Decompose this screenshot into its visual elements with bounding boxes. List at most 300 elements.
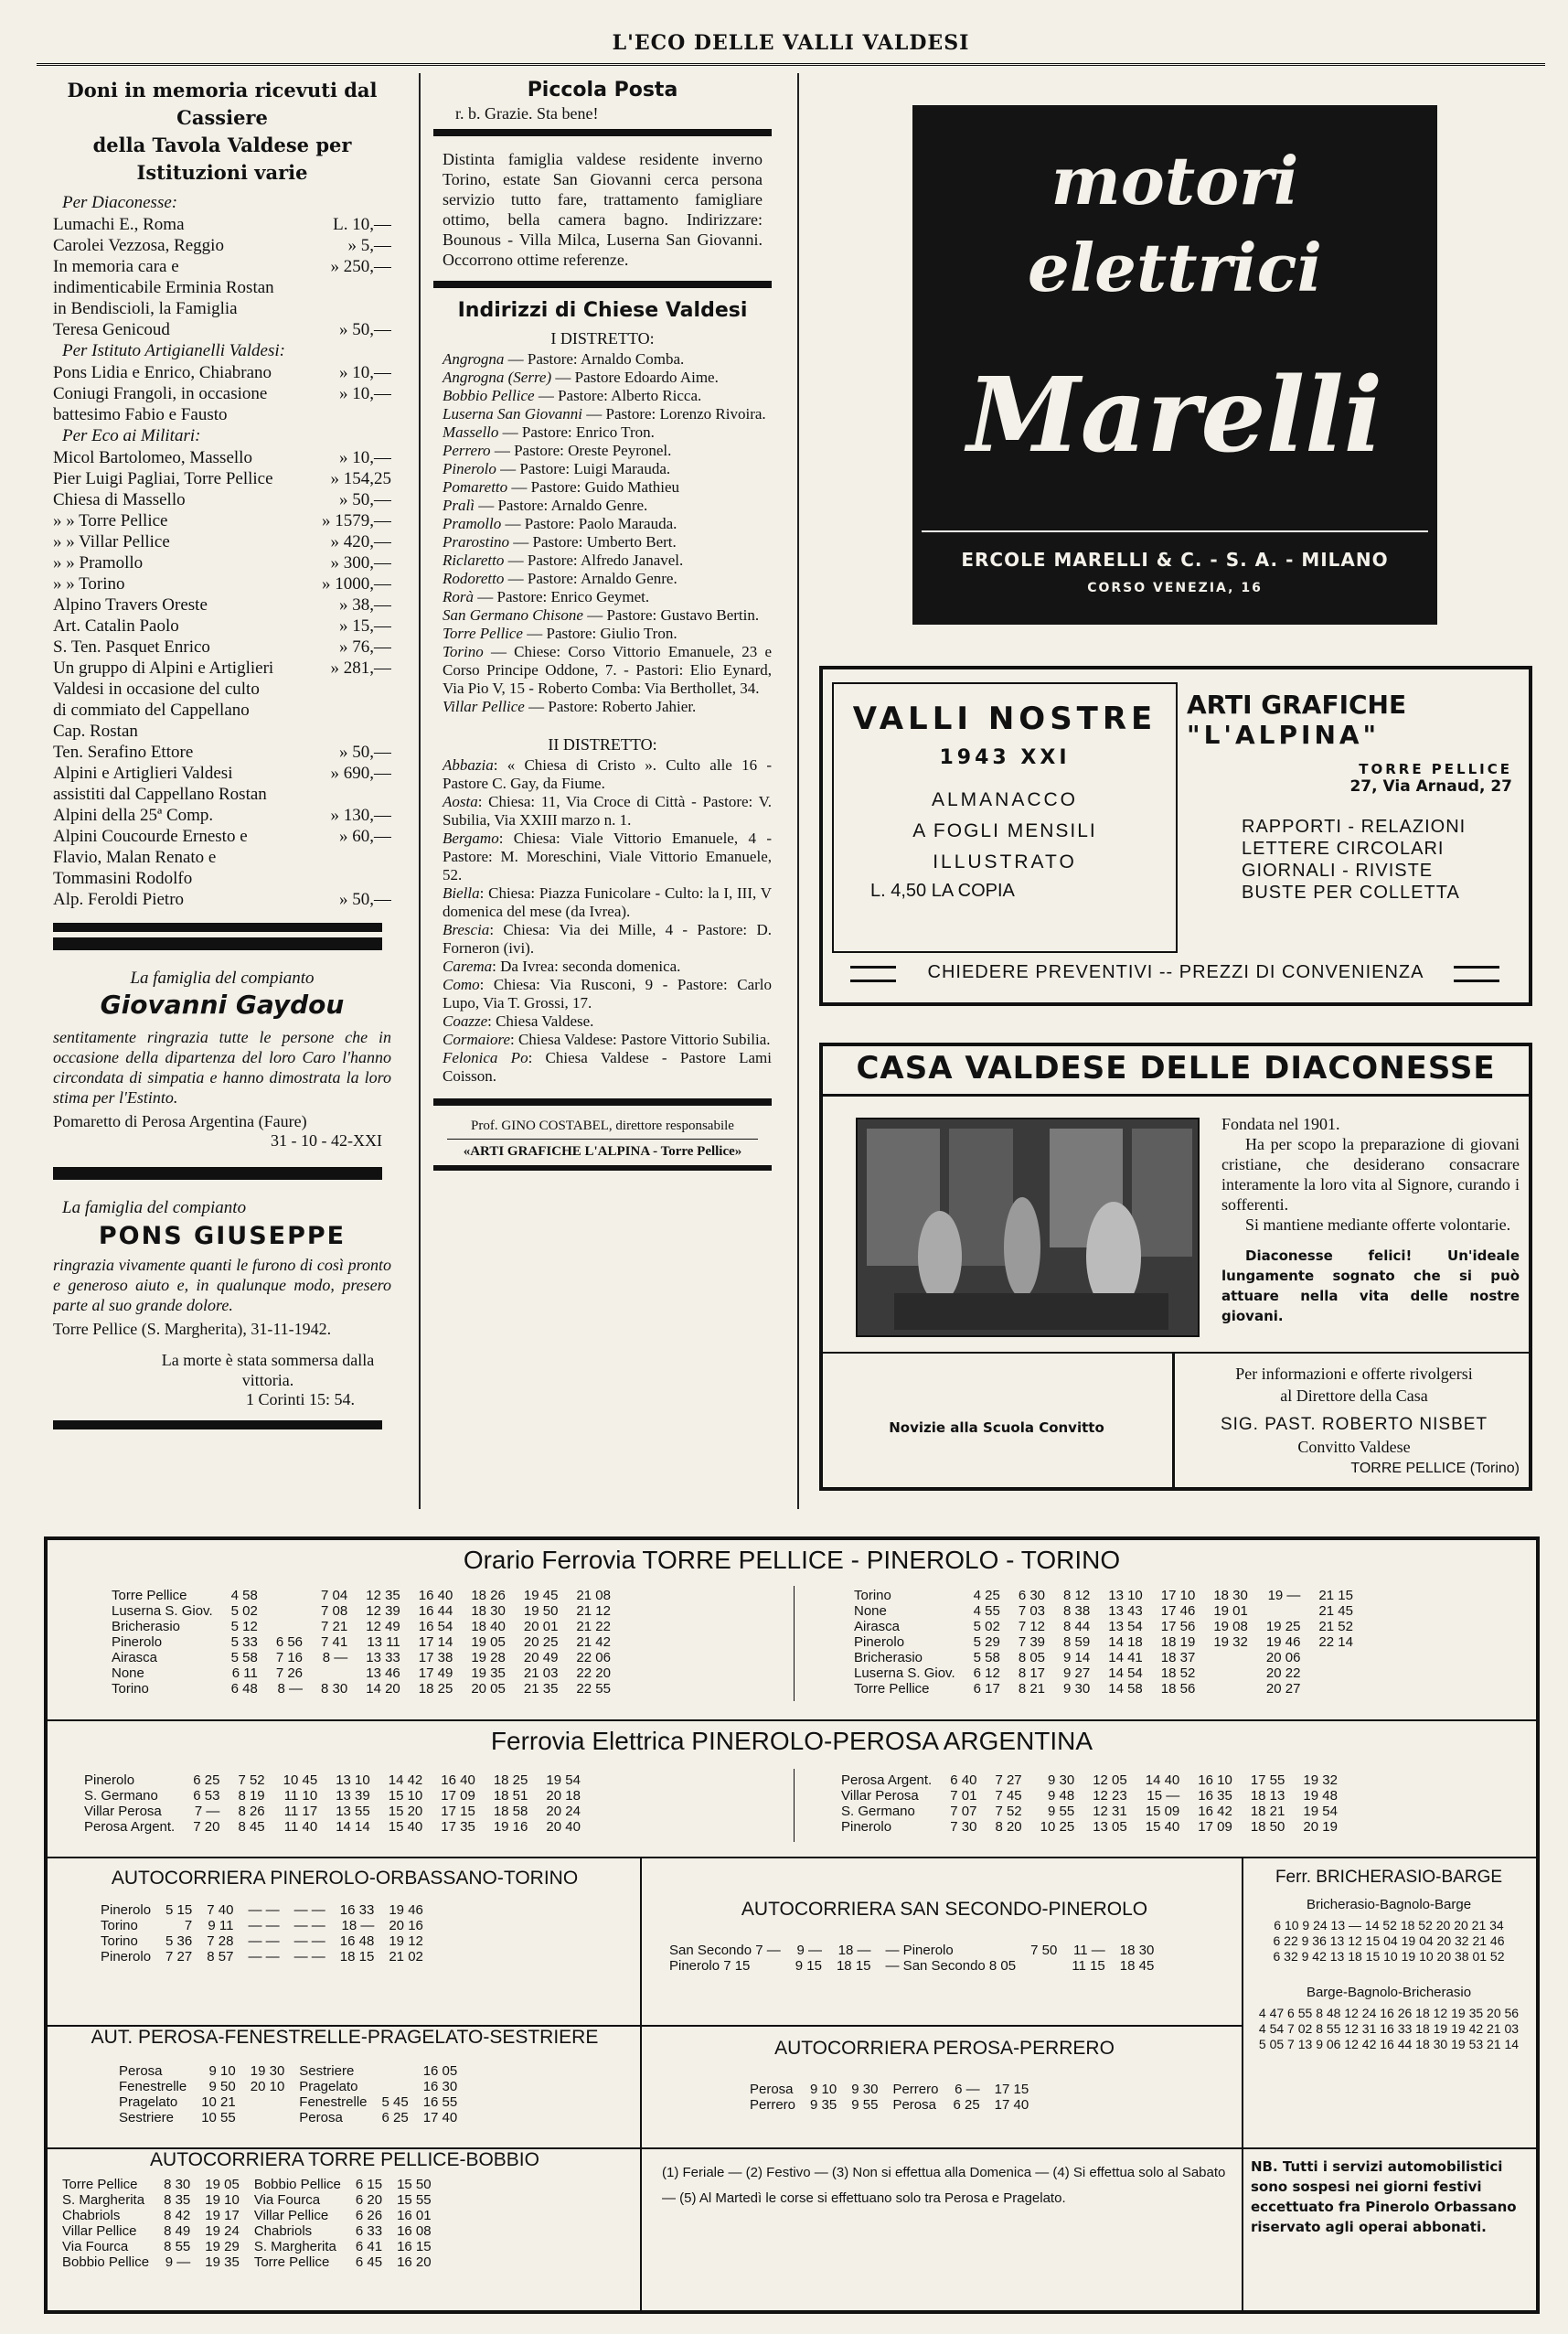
timetable-row bbox=[55, 2208, 439, 2223]
divider bbox=[433, 281, 772, 288]
indirizzi-title: Indirizzi di Chiese Valdesi bbox=[457, 299, 748, 322]
departure-time: 19 46 bbox=[1265, 1634, 1301, 1650]
donation-amount: » 38,— bbox=[339, 595, 391, 615]
departure-time: 7 bbox=[184, 1918, 193, 1933]
timetable-row bbox=[75, 1819, 590, 1835]
departure-time: 13 55 bbox=[336, 1804, 370, 1819]
timetable-row bbox=[102, 1603, 620, 1619]
departure-time: 5 29 bbox=[973, 1634, 1000, 1650]
departure-time: 19 16 bbox=[493, 1819, 528, 1835]
donation-category: Per Diaconesse: bbox=[62, 193, 178, 212]
departure-time: 16 30 bbox=[422, 2079, 458, 2094]
departure-time: 16 40 bbox=[441, 1772, 475, 1788]
departure-time: 20 22 bbox=[1265, 1665, 1301, 1681]
donor-name: Alpini della 25ª Comp. bbox=[53, 806, 214, 825]
departure-time: 7 27 bbox=[165, 1949, 193, 1965]
departure-time: 9 30 bbox=[851, 2082, 879, 2097]
church-entry bbox=[433, 643, 772, 698]
church-place: Torre Pellice bbox=[443, 625, 528, 642]
departure-time: 20 10 bbox=[250, 2079, 285, 2094]
departure-time: 6 25 bbox=[193, 1772, 220, 1788]
departure-time: — — bbox=[293, 1902, 325, 1918]
church-details: : Chiesa: Via dei Mille, 4 - Pastore: D. Forneron (ivi). bbox=[443, 921, 772, 957]
departure-time: Pragelato bbox=[299, 2079, 358, 2094]
pons-notice: La famiglia del compianto PONS GIUSEPPE ringrazia vivamente quanti le furono di così pronto e generoso aiuto e, in qualunque modo, presero parte al suo grande dolore. Torre Pellice (S. Margherita), 31-11-1942. La morte è stata sommersa dalla vittoria. 1 Corinti 15: 54. bbox=[53, 1198, 391, 1408]
departure-time: 13 10 bbox=[336, 1772, 370, 1788]
donor-name: Alpino Travers Oreste bbox=[53, 595, 208, 615]
donation-row bbox=[53, 468, 391, 489]
departure-time: 7 39 bbox=[1018, 1634, 1046, 1650]
station-name: Villar Pellice bbox=[62, 2223, 137, 2239]
departure-time: 18 15 bbox=[836, 1958, 871, 1974]
timetable-row bbox=[662, 1958, 1161, 1974]
departure-time: 7 27 bbox=[995, 1772, 1022, 1788]
timetable-row bbox=[832, 1819, 1347, 1835]
departure-time: 9 55 bbox=[851, 2097, 879, 2113]
church-details: — Chiese: Corso Vittorio Emanuele, 23 e Corso Principe Oddone, 7. - Pastori: Elio Eynard, Via Pio V, 15 - Roberto Comba: Via Berthollet, 34. bbox=[443, 643, 772, 697]
departure-time: Villar Pellice bbox=[253, 2208, 329, 2223]
church-place: Angrogna bbox=[443, 350, 508, 368]
divider bbox=[433, 129, 772, 136]
departure-time: 8 20 bbox=[995, 1819, 1022, 1835]
departure-time: 18 52 bbox=[1160, 1665, 1196, 1681]
departure-time: 12 23 bbox=[1093, 1788, 1127, 1804]
departure-time: 11 — bbox=[1073, 1943, 1105, 1958]
departure-time: 19 48 bbox=[1303, 1788, 1338, 1804]
departure-time: 7 41 bbox=[321, 1634, 348, 1650]
church-entry bbox=[433, 606, 772, 625]
departure-time: 9 14 bbox=[1063, 1650, 1091, 1665]
departure-time: 18 40 bbox=[471, 1619, 506, 1634]
church-entry bbox=[433, 830, 772, 884]
church-entry bbox=[433, 698, 772, 716]
timetable-row bbox=[55, 2223, 439, 2239]
station-name: Bricherasio bbox=[112, 1619, 181, 1634]
donor-name: Ten. Serafino Ettore bbox=[53, 743, 194, 762]
station-name: Pinerolo bbox=[84, 1772, 135, 1788]
departure-time: 18 25 bbox=[418, 1681, 453, 1697]
timetable-row bbox=[55, 2239, 439, 2254]
church-details: — Pastore: Alberto Ricca. bbox=[538, 387, 702, 404]
station-name: Pinerolo bbox=[854, 1634, 905, 1650]
donation-amount: » 10,— bbox=[339, 448, 391, 467]
station-name: Pinerolo bbox=[841, 1819, 892, 1835]
departure-time: 16 20 bbox=[397, 2254, 432, 2270]
timetable-row bbox=[845, 1650, 1362, 1665]
departure-time: 15 55 bbox=[397, 2192, 432, 2208]
timetable-row bbox=[112, 2063, 464, 2079]
station-name: Pragelato bbox=[119, 2094, 178, 2110]
departure-time: 4 58 bbox=[230, 1588, 258, 1603]
departure-time: 20 01 bbox=[523, 1619, 559, 1634]
departure-time: 18 — bbox=[837, 1943, 871, 1958]
departure-time: 17 55 bbox=[1250, 1772, 1285, 1788]
church-place: Prarostino bbox=[443, 533, 514, 551]
station-name: Bobbio Pellice bbox=[62, 2254, 150, 2270]
departure-time bbox=[1204, 1681, 1257, 1697]
timetable-row bbox=[93, 1902, 431, 1918]
timetable-row bbox=[75, 1772, 590, 1788]
barge-times: 4 54 7 02 8 55 12 31 16 33 18 19 19 42 21 03 bbox=[1258, 2021, 1520, 2036]
departure-time: 16 08 bbox=[397, 2223, 432, 2239]
timetable-row bbox=[102, 1681, 620, 1697]
departure-time: 19 35 bbox=[471, 1665, 506, 1681]
departure-time: 7 01 bbox=[950, 1788, 977, 1804]
station-name: Torre Pellice bbox=[112, 1588, 187, 1603]
donation-amount: » 1000,— bbox=[322, 574, 391, 594]
church-details: — Pastore: Arnaldo Genre. bbox=[478, 497, 648, 514]
barge-times: 6 10 9 24 13 — 14 52 18 52 20 20 21 34 bbox=[1274, 1918, 1504, 1933]
departure-time: 13 46 bbox=[366, 1665, 400, 1681]
church-details: — Pastore: Umberto Bert. bbox=[513, 533, 677, 551]
departure-time: 8 45 bbox=[238, 1819, 265, 1835]
departure-time: 16 05 bbox=[422, 2063, 458, 2079]
church-place: Angrogna (Serre) bbox=[443, 369, 556, 386]
departure-time: 7 21 bbox=[321, 1619, 348, 1634]
departure-time: 18 30 bbox=[471, 1603, 506, 1619]
alpina-ad-box: VALLI NOSTRE 1943 XXI ALMANACCO A FOGLI MENSILI ILLUSTRATO L. 4,50 LA COPIA ARTI GRAFICHE "L'ALPINA" TORRE PELLICE 27, Via Arnaud, 27 RAPPORTI - RELAZIONI LETTERE CIRCOLARI GIORNALI - RIVISTE BUSTE PER COLLETTA CHIEDERE PREVENTIVI -- PREZZI DI CONVENIENZA bbox=[819, 666, 1532, 1006]
timetable-row bbox=[93, 1918, 431, 1933]
departure-time: 6 25 bbox=[953, 2097, 980, 2113]
nb-note: NB. Tutti i servizi automobilistici sono sospesi nei giorni festivi eccettuato fra Pinerolo Orbassano riservato agli operai abbonati. bbox=[1251, 2158, 1517, 2235]
station-name: Torre Pellice bbox=[854, 1681, 930, 1697]
donation-amount: » 10,— bbox=[339, 363, 391, 382]
station-name: Perosa bbox=[119, 2063, 163, 2079]
church-place: Rorà bbox=[443, 588, 478, 605]
column-middle: Piccola Posta r. b. Grazie. Sta bene! Distinta famiglia valdese residente inverno Torino, estate San Giovanni cerca persona servizio tutto fare, trattamento famigliare ottimo, bella camera bagno. Indirizzare: Bounous - Villa Milca, Luserna San Giovanni. Occorrono ottime referenze. Indirizzi di Chiese Valdesi I DISTRETTO: Angrogna — Pastore: Arnaldo Comba. Angrogna (Serre) — Pastore Edoardo Aime. Bobbio Pellice — Pastore: Alberto Ricca. Luserna San Giovanni — Pastore: Lorenzo Rivoira. Massello — Pastore: Enrico Tron. Perrero — Pastore: Oreste Peyronel. Pinerolo — Pastore: Luigi Marauda. Pomaretto — Pastore: Guido Mathieu Pralì — Pastore: Arnaldo Genre. Pramollo — Pastore: Paolo Marauda. Prarostino — Pastore: Umberto Bert. Riclaretto — Pastore: Alfredo Janavel. Rodoretto — Pastore: Arnaldo Genre. Rorà — Pastore: Enrico Geymet. San Germano Chisone — Pastore: Gustavo Bertin. Torre Pellice — Pastore: Giulio Tron. Torino — Chiese: Corso Vittorio Emanuele, 23 e Corso Principe Oddone, 7. - Pastori: Elio Eynard, Via Pio V, 15 - Roberto Comba: Via Berthollet, 34. Villar Pellice — Pastore: Roberto Jahier. II DISTRETTO: Abbazia: « Chiesa di Cristo ». Culto alle 16 - Pastore C. Gay, da Fiume. Aosta: Chiesa: 11, Via Croce di Città - Pastore: V. Subilia, Via XXIII marzo n. 1. Bergamo: Chiesa: Viale Vittorio Emanuele, 4 - Pastore: M. Moreschini, Viale Vittorio Emanuele, 52. Biella: Chiesa: Piazza Funicolare - Culto: la I, III, V domenica del mese (da Ivrea). Brescia: Chiesa: Via dei Mille, 4 - Pastore: D. Forneron (ivi). Carema: Da Ivrea: seconda domenica. Como: Chiesa: Via Rusconi, 9 - Pastore: Carlo Lupo, Via T. Grossi, 17. Coazze: Chiesa Valdese. Cormaiore: Chiesa Valdese: Pastore Vittorio Subilia. Felonica Po: Chiesa Valdese - Pastore Lami Coisson. Prof. GINO COSTABEL, direttore responsabile «ARTI GRAFICHE L'ALPINA - Torre Pellice» bbox=[433, 77, 772, 1513]
church-entry bbox=[433, 570, 772, 588]
departure-time: 22 55 bbox=[576, 1681, 611, 1697]
church-details: : Chiesa: Viale Vittorio Emanuele, 4 - Pastore: M. Moreschini, Viale Vittorio Emanuele, 52. bbox=[443, 830, 772, 883]
departure-time: 7 — bbox=[194, 1804, 220, 1819]
timetable-row bbox=[832, 1788, 1347, 1804]
departure-time bbox=[243, 2094, 293, 2110]
donation-amount: » 281,— bbox=[330, 658, 391, 678]
station-name: Airasca bbox=[854, 1619, 901, 1634]
station-name: Pinerolo 7 15 bbox=[669, 1958, 751, 1974]
departure-time: 17 09 bbox=[1198, 1819, 1232, 1835]
donor-name: Micol Bartolomeo, Massello bbox=[53, 448, 252, 467]
donation-amount: » 50,— bbox=[339, 890, 391, 909]
departure-time: 19 50 bbox=[523, 1603, 559, 1619]
departure-time: 16 35 bbox=[1198, 1788, 1232, 1804]
departure-time: 12 05 bbox=[1093, 1772, 1127, 1788]
departure-time: 19 24 bbox=[205, 2223, 240, 2239]
station-name: Airasca bbox=[112, 1650, 158, 1665]
church-place: Perrero bbox=[443, 442, 495, 459]
departure-time: 18 56 bbox=[1160, 1681, 1196, 1697]
departure-time: 20 06 bbox=[1265, 1650, 1301, 1665]
church-place: Pralì bbox=[443, 497, 479, 514]
casa-diaconesse-ad: CASA VALDESE DELLE DIACONESSE Fondata nel 1901. Ha per scopo la preparazione di giovani cristiane, che desiderano consacrare interamente la loro vita al Signore, curando i sofferenti. Si mantiene mediante offerte volontarie. Diaconesse felici! Un'ideale lungamente sognato che si può attuare nella vita delle nostre giovani. Novizie alla Scuola Convitto Per informazioni e offerte rivolgersi al Direttore della Casa SIG. PAST. ROBERTO NISBET Convitto Valdese TORRE PELLICE (Torino) bbox=[819, 1043, 1532, 1491]
donation-category: Per Eco ai Militari: bbox=[62, 426, 201, 445]
departure-time: 19 35 bbox=[205, 2254, 240, 2270]
departure-time: 7 45 bbox=[995, 1788, 1022, 1804]
masthead: L'ECO DELLE VALLI VALDESI bbox=[37, 20, 1545, 66]
donation-amount: » 1579,— bbox=[322, 511, 391, 530]
church-entry bbox=[433, 1031, 772, 1049]
donation-row bbox=[53, 235, 391, 256]
departure-time: 6 40 bbox=[950, 1772, 977, 1788]
departure-time bbox=[267, 1588, 312, 1603]
departure-time: 14 18 bbox=[1108, 1634, 1143, 1650]
legend-notes: (1) Feriale — (2) Festivo — (3) Non si effettua alla Domenica — (4) Si effettua solo al Sabato — (5) Al Martedì le corse si effettuano solo tra Perosa e Pragelato. bbox=[662, 2165, 1226, 2206]
barge-times: 5 05 7 13 9 06 12 42 16 44 18 30 19 53 21 14 bbox=[1258, 2037, 1520, 2051]
departure-time: 7 40 bbox=[207, 1902, 234, 1918]
church-place: Torino bbox=[443, 643, 491, 660]
departure-time: 16 54 bbox=[418, 1619, 453, 1634]
church-details: — Pastore: Enrico Geymet. bbox=[477, 588, 650, 605]
sansecondo-title: AUTOCORRIERA SAN SECONDO-PINEROLO bbox=[741, 1899, 1148, 1920]
church-details: — Pastore: Guido Mathieu bbox=[511, 478, 680, 496]
departure-time: 8 44 bbox=[1063, 1619, 1091, 1634]
church-details: — Pastore: Lorenzo Rivoira. bbox=[586, 405, 766, 423]
departure-time: 18 25 bbox=[493, 1772, 528, 1788]
departure-time: 18 30 bbox=[1213, 1588, 1248, 1603]
departure-time: 9 30 bbox=[1047, 1772, 1075, 1788]
departure-time: 11 40 bbox=[283, 1819, 318, 1835]
departure-time bbox=[1023, 1958, 1064, 1974]
departure-time: 6 30 bbox=[1018, 1588, 1046, 1603]
donation-amount: » 60,— bbox=[339, 827, 391, 846]
departure-time: 19 25 bbox=[1265, 1619, 1301, 1634]
departure-time: 4 25 bbox=[973, 1588, 1000, 1603]
departure-time: 7 07 bbox=[950, 1804, 977, 1819]
departure-time: 15 40 bbox=[388, 1819, 423, 1835]
donation-row bbox=[53, 763, 391, 805]
departure-time: 9 48 bbox=[1047, 1788, 1075, 1804]
donation-amount: » 300,— bbox=[330, 553, 391, 573]
departure-time: 18 51 bbox=[493, 1788, 528, 1804]
station-name: Luserna S. Giov. bbox=[112, 1603, 213, 1619]
gaydou-notice: La famiglia del compianto Giovanni Gaydou sentitamente ringrazia tutte le persone che in occasione della dipartenza del loro Caro l'hanno circondata di simpatia e hanno dimostrata la loro stima per l'Estinto. Pomaretto di Perosa Argentina (Faure) 31 - 10 - 42-XXI bbox=[53, 969, 391, 1150]
departure-time: 14 42 bbox=[388, 1772, 423, 1788]
column-rule bbox=[797, 73, 799, 1509]
perrero-table bbox=[742, 2082, 1036, 2113]
donation-amount: » 50,— bbox=[339, 320, 391, 339]
church-place: Biella bbox=[443, 884, 480, 902]
church-details: — Pastore: Roberto Jahier. bbox=[528, 698, 697, 715]
station-name: Torino bbox=[101, 1918, 138, 1933]
church-entry bbox=[433, 625, 772, 643]
church-entry bbox=[433, 369, 772, 387]
departure-time: 11 17 bbox=[283, 1804, 318, 1819]
departure-time: 19 30 bbox=[250, 2063, 285, 2079]
departure-time: 21 02 bbox=[389, 1949, 423, 1965]
timetable-row bbox=[93, 1949, 431, 1965]
departure-time: 7 04 bbox=[321, 1588, 348, 1603]
departure-time: 7 28 bbox=[207, 1933, 234, 1949]
donor-name: Un gruppo di Alpini e Artiglieri Valdesi in occasione del culto di commiato del Cappellano Cap. Rostan bbox=[53, 658, 274, 741]
departure-time: 19 32 bbox=[1213, 1634, 1248, 1650]
donation-row bbox=[53, 510, 391, 531]
departure-time: 18 37 bbox=[1160, 1650, 1196, 1665]
donation-row bbox=[53, 616, 391, 637]
departure-time: 19 — bbox=[1267, 1588, 1301, 1603]
departure-time: 19 10 bbox=[205, 2192, 240, 2208]
column-rule bbox=[419, 73, 421, 1509]
departure-time: 13 43 bbox=[1108, 1603, 1143, 1619]
departure-time bbox=[267, 1619, 312, 1634]
orbassano-table bbox=[93, 1902, 431, 1965]
departure-time: 21 42 bbox=[576, 1634, 611, 1650]
church-place: Felonica Po bbox=[443, 1049, 528, 1066]
church-entry bbox=[433, 350, 772, 369]
departure-time: 6 53 bbox=[193, 1788, 220, 1804]
departure-time: S. Margherita bbox=[253, 2239, 336, 2254]
timetable-row bbox=[662, 1943, 1161, 1958]
timetable-row bbox=[102, 1665, 620, 1681]
church-place: Coazze bbox=[443, 1012, 488, 1030]
station-name: San Secondo 7 — bbox=[669, 1943, 781, 1958]
donor-name: Lumachi E., Roma bbox=[53, 215, 185, 234]
departure-time: 15 40 bbox=[1145, 1819, 1180, 1835]
timetable-row bbox=[75, 1788, 590, 1804]
departure-time: 6 48 bbox=[230, 1681, 258, 1697]
departure-time: — — bbox=[293, 1918, 325, 1933]
church-details: — Pastore Edoardo Aime. bbox=[555, 369, 719, 386]
church-place: Brescia bbox=[443, 921, 490, 938]
departure-time: 16 10 bbox=[1198, 1772, 1232, 1788]
departure-time: Chabriols bbox=[253, 2223, 313, 2239]
departure-time bbox=[1204, 1665, 1257, 1681]
departure-time: 15 09 bbox=[1145, 1804, 1180, 1819]
departure-time: 9 10 bbox=[810, 2082, 837, 2097]
church-place: Aosta bbox=[443, 793, 478, 810]
church-place: San Germano Chisone bbox=[443, 606, 588, 624]
divider bbox=[433, 1165, 772, 1171]
church-entry bbox=[433, 756, 772, 793]
departure-time: 16 44 bbox=[418, 1603, 453, 1619]
church-details: — Pastore: Oreste Peyronel. bbox=[494, 442, 672, 459]
departure-time: 7 30 bbox=[950, 1819, 977, 1835]
church-details: — Pastore: Giulio Tron. bbox=[527, 625, 677, 642]
station-name: Perosa Argent. bbox=[841, 1772, 933, 1788]
sansecondo-table bbox=[662, 1943, 1161, 1974]
divider bbox=[53, 937, 382, 950]
departure-time: Via Fourca bbox=[253, 2192, 321, 2208]
departure-time bbox=[375, 2063, 416, 2079]
departure-time: — — bbox=[293, 1949, 325, 1965]
departure-time: 20 25 bbox=[523, 1634, 559, 1650]
church-place: Pomaretto bbox=[443, 478, 512, 496]
departure-time: 9 30 bbox=[1063, 1681, 1091, 1697]
donation-row bbox=[53, 826, 391, 889]
departure-time: 17 15 bbox=[994, 2082, 1029, 2097]
departure-time: 8 55 bbox=[164, 2239, 191, 2254]
church-place: Massello bbox=[443, 423, 503, 441]
departure-time: 22 06 bbox=[576, 1650, 611, 1665]
divider bbox=[53, 1167, 382, 1180]
timetable-row bbox=[832, 1804, 1347, 1819]
timetable-row bbox=[75, 1804, 590, 1819]
departure-time: 16 48 bbox=[339, 1933, 375, 1949]
donation-amount: L. 10,— bbox=[333, 215, 391, 234]
donations-list bbox=[53, 192, 391, 910]
donation-row bbox=[53, 214, 391, 235]
departure-time: 7 12 bbox=[1018, 1619, 1046, 1634]
departure-time bbox=[1309, 1650, 1362, 1665]
district-1-list bbox=[433, 350, 772, 716]
departure-time: 5 33 bbox=[230, 1634, 258, 1650]
departure-time bbox=[1309, 1665, 1362, 1681]
station-name: S. Margherita bbox=[62, 2192, 145, 2208]
departure-time: 5 02 bbox=[230, 1603, 258, 1619]
donor-name: » » Villar Pellice bbox=[53, 532, 170, 551]
departure-time: 13 11 bbox=[367, 1634, 400, 1650]
perosa-table bbox=[112, 2063, 464, 2125]
departure-time: 8 — bbox=[322, 1650, 348, 1665]
alpina-info: ARTI GRAFICHE "L'ALPINA" TORRE PELLICE 27, Via Arnaud, 27 RAPPORTI - RELAZIONI LETTERE CIRCOLARI GIORNALI - RIVISTE BUSTE PER COLLETTA bbox=[1187, 690, 1512, 903]
church-place: Abbazia bbox=[443, 756, 494, 774]
departure-time: 20 24 bbox=[546, 1804, 581, 1819]
departure-time: 18 13 bbox=[1250, 1788, 1285, 1804]
station-name: Pinerolo bbox=[101, 1949, 152, 1965]
photo-novizie bbox=[856, 1118, 1200, 1337]
elettrica-outbound bbox=[75, 1772, 590, 1835]
casa-description: Fondata nel 1901. Ha per scopo la preparazione di giovani cristiane, che desiderano consacrare interamente la loro vita al Signore, curando i sofferenti. Si mantiene mediante offerte volontarie. Diaconesse felici! Un'ideale lungamente sognato che si può attuare nella vita delle nostre giovani. bbox=[1221, 1115, 1520, 1324]
timetable-row bbox=[55, 2192, 439, 2208]
donation-row bbox=[53, 573, 391, 594]
church-entry bbox=[433, 884, 772, 921]
perrero-title: AUTOCORRIERA PEROSA-PERRERO bbox=[774, 2038, 1115, 2059]
church-entry bbox=[433, 442, 772, 460]
departure-time: 7 20 bbox=[193, 1819, 220, 1835]
departure-time: 18 19 bbox=[1160, 1634, 1196, 1650]
departure-time: Perrero bbox=[892, 2082, 939, 2097]
departure-time: 19 12 bbox=[389, 1933, 423, 1949]
donation-amount: » 50,— bbox=[339, 490, 391, 509]
departure-time: 18 21 bbox=[1250, 1804, 1285, 1819]
church-details: : Chiesa: Piazza Funicolare - Culto: la I, III, V domenica del mese (da Ivrea). bbox=[443, 884, 772, 920]
donor-name: S. Ten. Pasquet Enrico bbox=[53, 637, 210, 657]
departure-time: 15 50 bbox=[397, 2177, 432, 2192]
departure-time: 8 57 bbox=[207, 1949, 234, 1965]
departure-time: 13 54 bbox=[1108, 1619, 1143, 1634]
departure-time: 8 35 bbox=[164, 2192, 191, 2208]
donation-row bbox=[53, 489, 391, 510]
donation-row bbox=[53, 319, 391, 340]
departure-time: 6 — bbox=[955, 2082, 980, 2097]
departure-time: 9 35 bbox=[810, 2097, 837, 2113]
donor-name: Alpini Coucourde Ernesto e Flavio, Malan Renato e Tommasini Rodolfo bbox=[53, 827, 248, 888]
barge-times: 6 22 9 36 13 12 15 04 19 04 20 32 21 46 bbox=[1273, 1933, 1505, 1948]
departure-time: 6 25 bbox=[381, 2110, 409, 2125]
timetable-row bbox=[845, 1619, 1362, 1634]
departure-time: 8 42 bbox=[164, 2208, 191, 2223]
donation-amount: » 250,— bbox=[330, 257, 391, 276]
classified-ad: Distinta famiglia valdese residente inverno Torino, estate San Giovanni cerca persona servizio tutto fare, trattamento famigliare ottimo, bella camera bagno. Indirizzare: Bounous - Villa Milca, Luserna San Giovanni. Occorrono ottime referenze. bbox=[443, 150, 763, 269]
departure-time: Torre Pellice bbox=[253, 2254, 330, 2270]
departure-time: 16 40 bbox=[418, 1588, 453, 1603]
donor-name: Alpini e Artiglieri Valdesi assistiti dal Cappellano Rostan bbox=[53, 764, 267, 804]
departure-time: 18 50 bbox=[1250, 1819, 1285, 1835]
timetable-row bbox=[102, 1634, 620, 1650]
timetable-row bbox=[845, 1588, 1362, 1603]
departure-time: 10 55 bbox=[201, 2110, 236, 2125]
donor-name: Art. Catalin Paolo bbox=[53, 616, 179, 636]
donation-amount: » 690,— bbox=[330, 764, 391, 783]
departure-time: 6 11 bbox=[231, 1665, 258, 1681]
departure-time: 4 55 bbox=[973, 1603, 1000, 1619]
church-details: — Pastore: Arnaldo Genre. bbox=[507, 570, 677, 587]
departure-time: 17 56 bbox=[1160, 1619, 1196, 1634]
departure-time: 20 49 bbox=[523, 1650, 559, 1665]
departure-time: 19 46 bbox=[389, 1902, 423, 1918]
church-entry bbox=[433, 588, 772, 606]
station-name: None bbox=[854, 1603, 887, 1619]
donation-category: Per Istituto Artigianelli Valdesi: bbox=[62, 341, 285, 360]
